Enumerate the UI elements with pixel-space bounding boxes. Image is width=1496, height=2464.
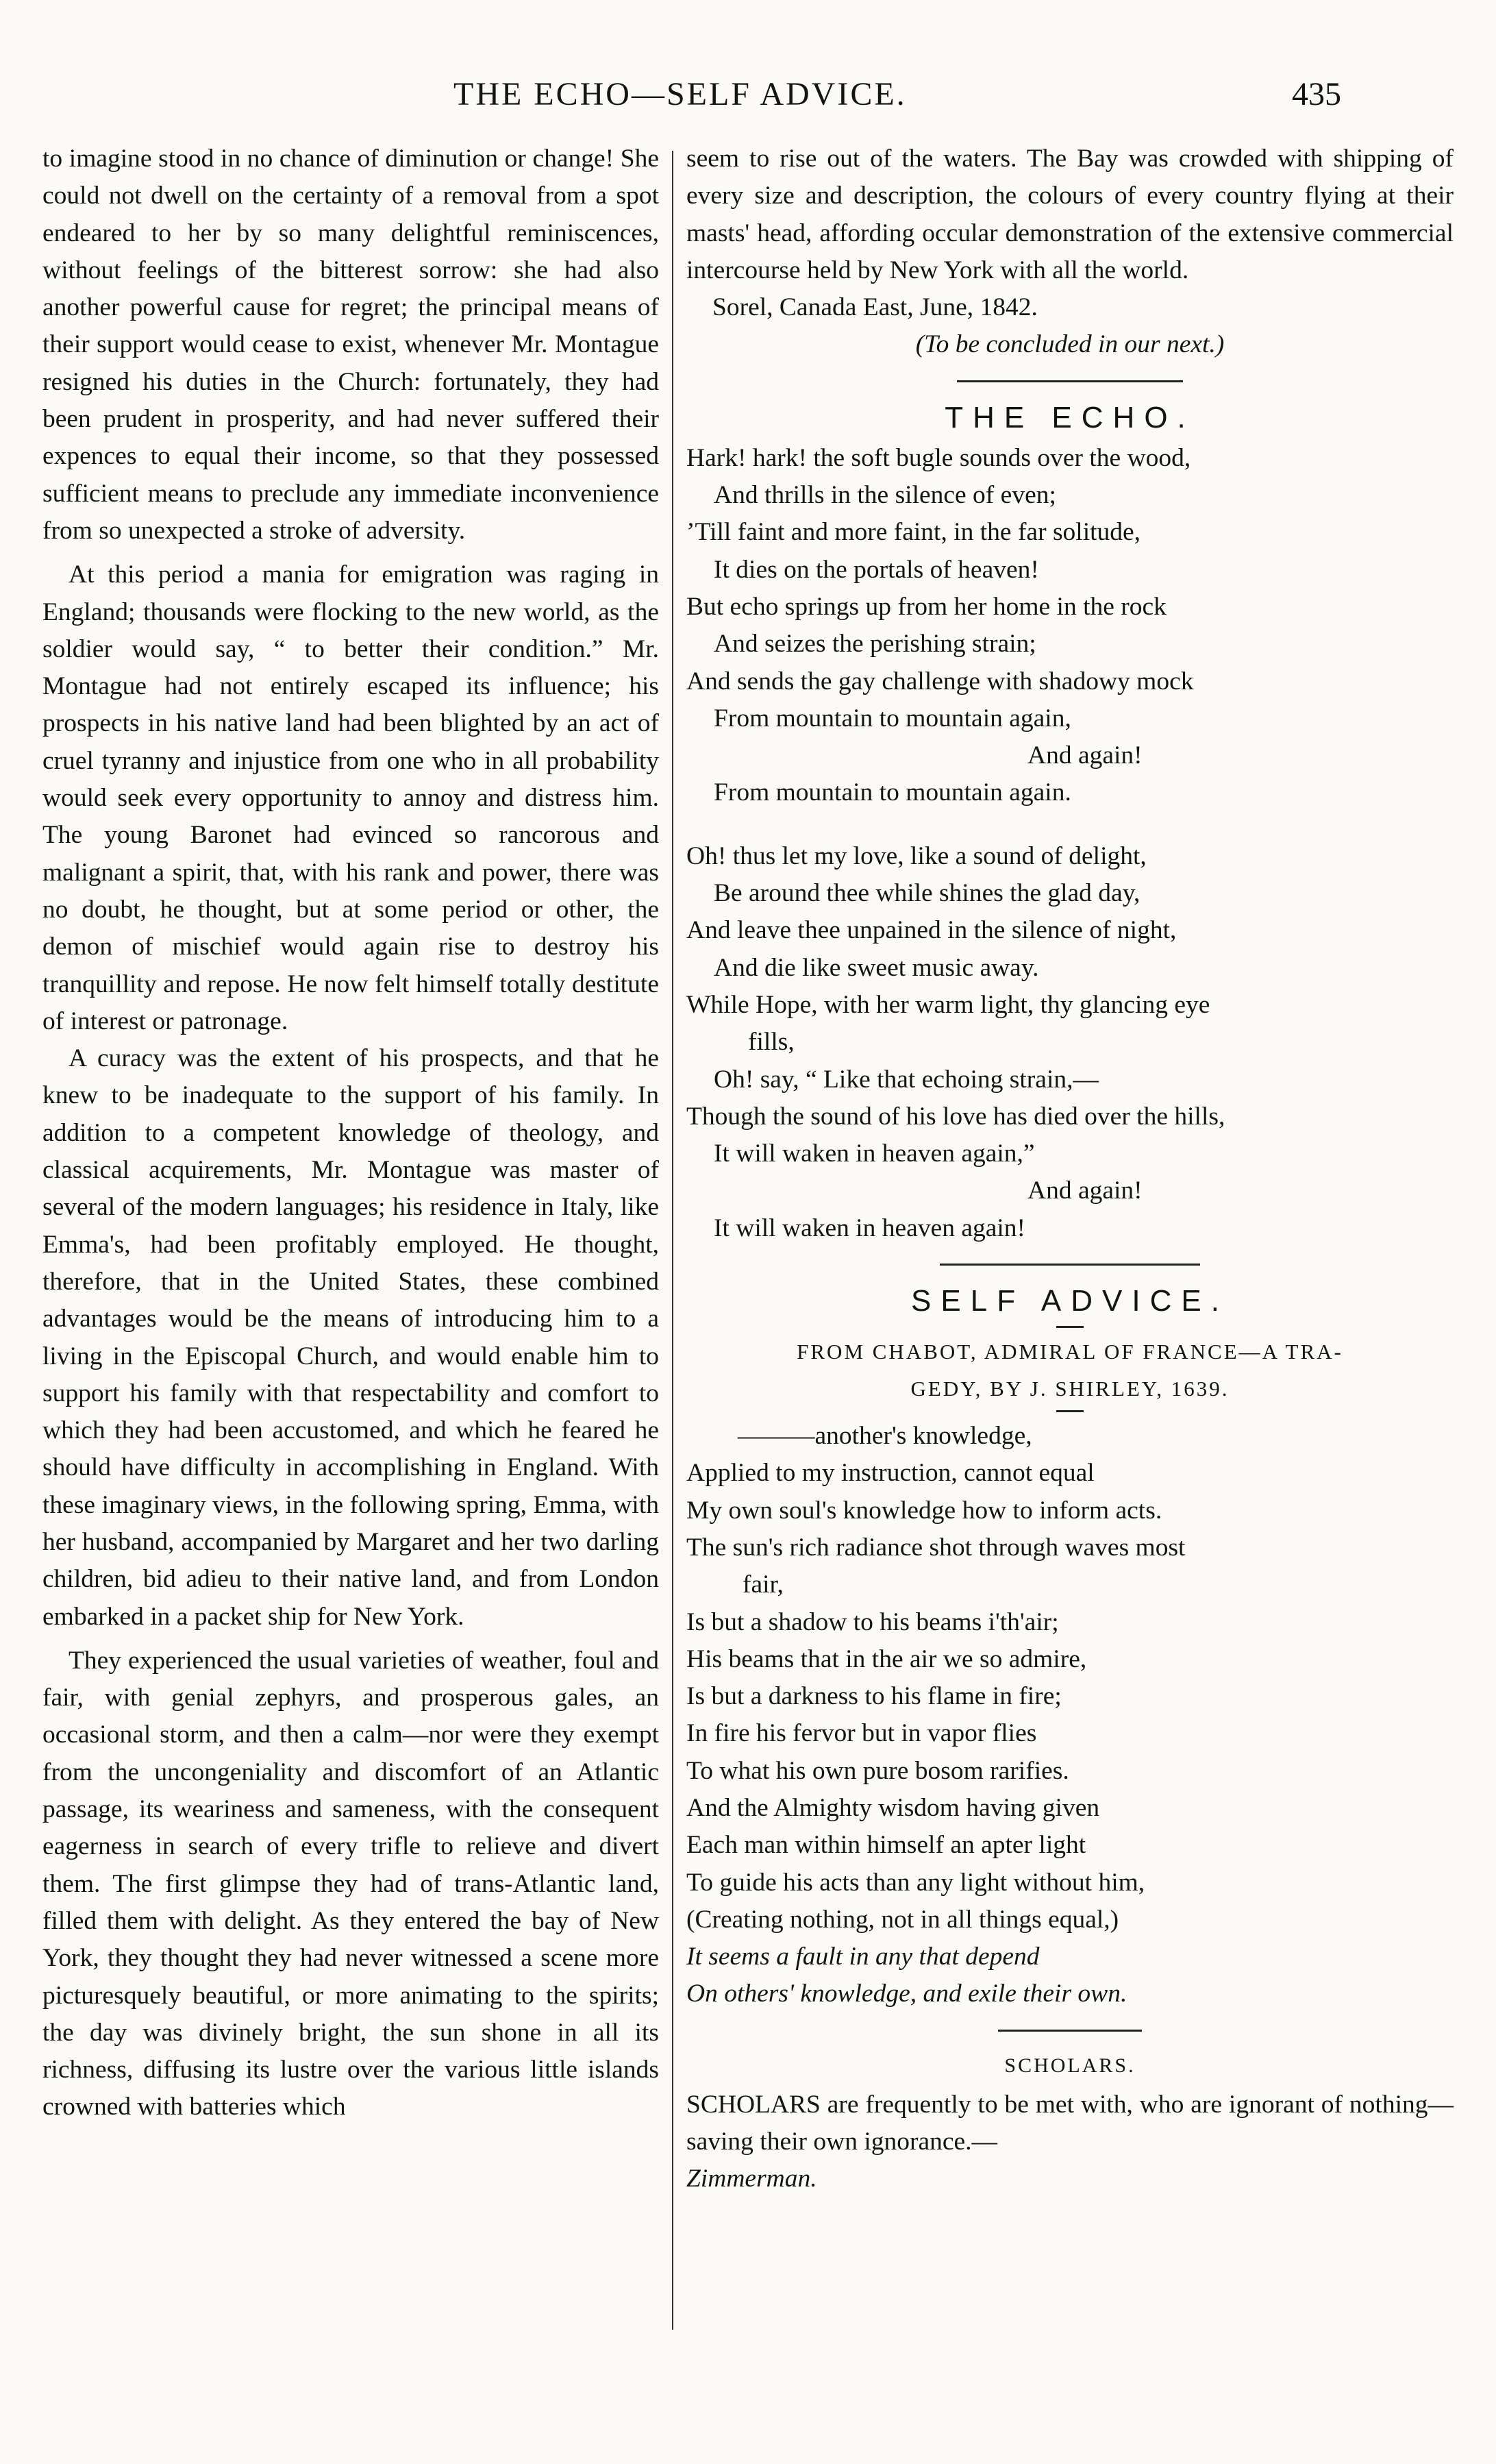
poem-line: My own soul's knowledge how to inform acts.	[686, 1496, 1162, 1525]
poem-line: And again!	[1027, 741, 1143, 770]
poem-line: His beams that in the air we so admire,	[686, 1644, 1087, 1673]
poem-line: Be around thee while shines the glad day,	[714, 879, 1140, 908]
left-column	[42, 140, 659, 2126]
to-be-concluded-note: (To be concluded in our next.)	[915, 330, 1225, 359]
poem-line: To what his own pure bosom rarifies.	[686, 1756, 1069, 1785]
section-rule	[957, 380, 1183, 382]
poem-source-line: GEDY, BY J. SHIRLEY, 1639.	[910, 1377, 1230, 1401]
poem-line: It seems a fault in any that depend	[686, 1943, 1040, 1971]
poem-line: It will waken in heaven again!	[714, 1213, 1026, 1242]
poem-line: fair,	[743, 1570, 784, 1599]
poem-line: ’Till faint and more faint, in the far solitude,	[686, 518, 1141, 547]
poem-line: And again!	[1027, 1176, 1143, 1205]
poem-line: The sun's rich radiance shot through waves most	[686, 1533, 1186, 1562]
poem-line: On others' knowledge, and exile their own.	[686, 1980, 1127, 2008]
poem-line: Oh! say, “ Like that echoing strain,—	[714, 1065, 1099, 1094]
running-title: THE ECHO—SELF ADVICE.	[453, 76, 907, 112]
right-column	[686, 140, 1454, 2198]
poem-line: And thrills in the silence of even;	[714, 481, 1056, 510]
poem-line: ———another's knowledge,	[738, 1422, 1032, 1451]
poem-line: And leave thee unpained in the silence of night,	[686, 916, 1177, 945]
page-header	[0, 75, 1496, 123]
paragraph: seem to rise out of the waters. The Bay was crowded with shipping of every size and description, the colours of every country flying at their masts' head, affording occular demonstration of the extensive commercial intercourse held by New York with all the world.	[686, 145, 1454, 284]
poem-title-self-advice: SELF ADVICE.	[911, 1284, 1229, 1318]
poem-line: From mountain to mountain again,	[714, 704, 1071, 732]
poem-line: But echo springs up from her home in the rock	[686, 592, 1167, 621]
attribution: Zimmerman.	[686, 2165, 817, 2193]
paragraph	[686, 2086, 1454, 2161]
poem-line: fills,	[748, 1028, 795, 1057]
poem-title-echo: THE ECHO.	[945, 400, 1195, 434]
paragraph: to imagine stood in no chance of diminution or change! She could not dwell on the certainty of a removal from a spot endeared to her by so many delightful reminiscences, without feelings of the bitterest sorrow: she had also another powerful cause for regret; the principal means of their support would cease to exist, whenever Mr. Montague resigned his duties in the Church: fortunately, they had been prudent in prosperity, and had never suffered their expences to equal their income, so that they possessed sufficient means to preclude any immediate inconvenience from so unexpected a stroke of adversity.	[42, 145, 659, 545]
poem-line: (Creating nothing, not in all things equal,)	[686, 1905, 1119, 1934]
title-dash	[1056, 1326, 1084, 1328]
paragraph: A curacy was the extent of his prospects, and that he knew to be inadequate to the support of his family. In addition to a competent knowledge of theology, and classical acquirements, Mr. Montague was master of several of the modern languages; his residence in Italy, like Emma's, had been profitably employed. He thought, therefore, that in the United States, these combined advantages would be the means of introducing him to a living in the Episcopal Church, and would enable him to support his family with that respectability and comfort to which they had been accustomed, and which he feared he should have difficulty in accomplishing in England. With these imaginary views, in the following spring, Emma, with her husband, accompanied by Margaret and her two darling children, bid adieu to their native land, and from London embarked in a packet ship for New York.	[42, 1044, 659, 1631]
page-number: 435	[1292, 76, 1341, 112]
poem-line: It dies on the portals of heaven!	[714, 555, 1039, 584]
poem-source-line: FROM CHABOT, ADMIRAL OF FRANCE—A TRA-	[797, 1340, 1343, 1364]
poem-line: It will waken in heaven again,”	[714, 1139, 1035, 1168]
poem-line: In fire his fervor but in vapor flies	[686, 1719, 1037, 1748]
scholars-text: SCHOLARS are frequently to be met with, who are ignorant of nothing—saving their own ignorance.—	[686, 2090, 1454, 2156]
dateline: Sorel, Canada East, June, 1842.	[712, 293, 1038, 322]
stanza-break	[686, 812, 1454, 838]
section-title-scholars: SCHOLARS.	[1004, 2054, 1136, 2077]
paragraph: They experienced the usual varieties of weather, foul and fair, with genial zephyrs, and prosperous gales, an occasional storm, and then a calm—nor were they exempt from the uncongeniality and discomfort of an Atlantic passage, its weariness and sameness, with the consequent eagerness in search of every trifle to relieve and divert them. The first glimpse they had of trans-Atlantic land, filled them with delight. As they entered the bay of New York, they thought they had never witnessed a scene more picturesquely beautiful, or more animating to the spirits; the day was divinely bright, the sun shone in all its richness, diffusing its lustre over the various little islands crowned with batteries which	[42, 1646, 659, 2121]
column-divider	[672, 151, 673, 2330]
title-dash	[1056, 1410, 1084, 1412]
poem-line: Is but a shadow to his beams i'th'air;	[686, 1607, 1059, 1636]
poem-line: Applied to my instruction, cannot equal	[686, 1459, 1095, 1488]
poem-line: To guide his acts than any light without him,	[686, 1868, 1145, 1897]
poem-line: From mountain to mountain again.	[714, 778, 1071, 807]
section-rule	[940, 1264, 1200, 1266]
poem-line: And seizes the perishing strain;	[714, 630, 1036, 658]
poem-line: And die like sweet music away.	[714, 953, 1039, 982]
poem-line: Hark! hark! the soft bugle sounds over the wood,	[686, 443, 1191, 472]
poem-line: While Hope, with her warm light, thy glancing eye	[686, 990, 1210, 1019]
self-advice-poem	[686, 1418, 1454, 2013]
poem-line: And the Almighty wisdom having given	[686, 1793, 1100, 1822]
echo-poem	[686, 440, 1454, 1247]
section-rule	[998, 2030, 1142, 2032]
poem-line: Though the sound of his love has died over the hills,	[686, 1102, 1225, 1131]
poem-line: And sends the gay challenge with shadowy mock	[686, 667, 1194, 695]
poem-line: Each man within himself an apter light	[686, 1831, 1086, 1860]
poem-line: Oh! thus let my love, like a sound of delight,	[686, 841, 1147, 870]
poem-line: Is but a darkness to his flame in fire;	[686, 1682, 1062, 1711]
paragraph: At this period a mania for emigration was raging in England; thousands were flocking to the new world, as the soldier would say, “ to better their condition.” Mr. Montague had not entirely escaped its influence; his prospects in his native land had been blighted by an act of cruel tyranny and injustice from one who in all probability would seek every opportunity to annoy and distress him. The young Baronet had evinced so rancorous and malignant a spirit, that, with his rank and power, there was no doubt, he thought, but at some period or other, the demon of mischief would again rise to destroy his tranquillity and repose. He now felt himself totally destitute of interest or patronage.	[42, 560, 659, 1035]
